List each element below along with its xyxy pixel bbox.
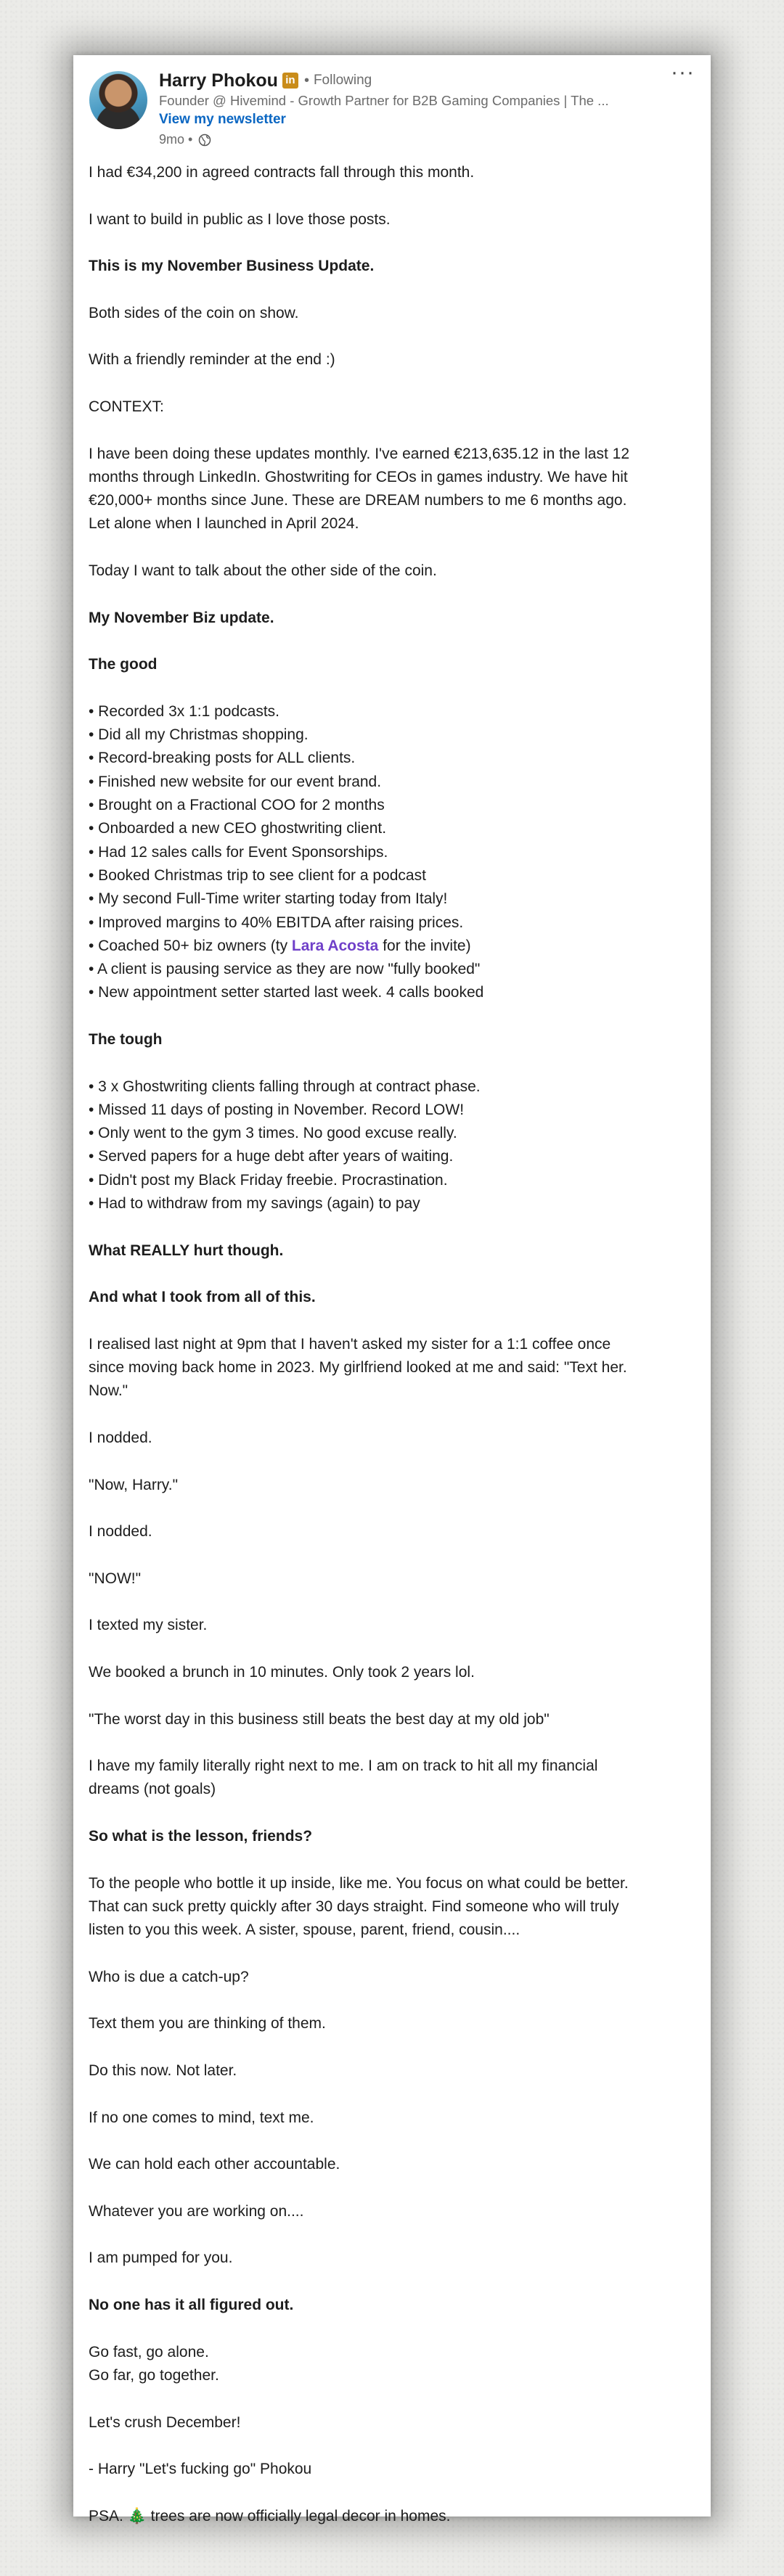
line-text: • Had to withdraw from my savings (again) to pay [89,1195,420,1213]
post-text-line [89,489,698,512]
post-text-line [89,1333,698,1356]
line-text: months through LinkedIn. Ghostwriting for CEOs in games industry. We have hit [89,468,628,485]
line-text: PSA. 🎄 trees are now officially legal decor in homes. [89,2507,451,2524]
line-text: CONTEXT: [89,398,164,415]
line-text: Both sides of the coin on show. [89,304,299,321]
post-text-line [89,2059,698,2083]
line-text: I realised last night at 9pm that I haven't asked my sister for a 1:1 coffee once [89,1335,611,1353]
post-header [73,55,711,157]
post-heading-line [89,2294,698,2317]
post-text-line [89,2153,698,2176]
author-avatar[interactable] [89,71,147,129]
post-text-line [89,1145,698,1168]
line-text: • Coached 50+ biz owners (ty [89,937,292,954]
line-text: • Brought on a Fractional COO for 2 months [89,797,385,814]
blank-line [89,1943,698,1966]
post-heading-line [89,1239,698,1263]
line-text: • Did all my Christmas shopping. [89,726,309,744]
separator-dot: • [184,132,193,147]
line-text: What REALLY hurt though. [89,1242,284,1259]
line-text: No one has it all figured out. [89,2297,294,2314]
line-text: I texted my sister. [89,1617,208,1634]
post-text-line [89,1427,698,1450]
author-headline: Founder @ Hivemind - Growth Partner for B2B Gaming Companies | The ... [159,93,609,108]
post-text-line [89,794,698,817]
post-text-line [89,2458,698,2481]
post-text-line [89,2364,698,2387]
line-text: The good [89,656,158,673]
follow-status[interactable]: Following [313,73,372,88]
line-text: • Didn't post my Black Friday freebie. Procrastination. [89,1171,448,1189]
line-text: "Now, Harry." [89,1476,179,1493]
post-text-line [89,747,698,770]
post-text-line [89,1966,698,1989]
line-text: • Recorded 3x 1:1 podcasts. [89,702,280,720]
post-text-line [89,302,698,325]
line-text: I want to build in public as I love those posts. [89,210,391,228]
post-text-line [89,2505,698,2528]
line-text: Go fast, go alone. [89,2343,209,2360]
line-text: • My second Full-Time writer starting today from Italy! [89,890,448,908]
post-text-line [89,1661,698,1684]
blank-line [89,1802,698,1825]
blank-line [89,2271,698,2294]
post-heading-line [89,653,698,676]
blank-line [89,2223,698,2247]
post-text-line [89,466,698,489]
blank-line [89,2130,698,2153]
line-text: I nodded. [89,1523,152,1541]
post-text-line [89,512,698,536]
blank-line [89,1215,698,1239]
post-text-line [89,443,698,466]
line-text: for the invite) [378,937,471,954]
post-text-line [89,2107,698,2130]
post-text-line [89,1099,698,1122]
author-name[interactable]: Harry Phokou [159,70,278,91]
author-name-line [159,70,372,91]
line-text: Go far, go together. [89,2366,219,2384]
blank-line [89,583,698,606]
blank-line [89,2435,698,2458]
post-text-line [89,1755,698,1778]
separator-dot: • [303,72,309,89]
blank-line [89,2177,698,2200]
line-text: • New appointment setter started last week. 4 calls booked [89,984,484,1001]
post-text-line [89,1379,698,1403]
line-text: dreams (not goals) [89,1781,216,1798]
line-text: Whatever you are working on.... [89,2202,304,2220]
post-text-line [89,771,698,794]
line-text: Who is due a catch-up? [89,1968,249,1985]
post-heading-line [89,1286,698,1309]
line-text: We booked a brunch in 10 minutes. Only took 2 years lol. [89,1664,475,1681]
line-text: listen to you this week. A sister, spouse, parent, friend, cousin.... [89,1921,520,1939]
post-text-line [89,1169,698,1192]
post-text-line [89,1122,698,1145]
line-text: • 3 x Ghostwriting clients falling through at contract phase. [89,1078,481,1095]
line-text: Now." [89,1382,128,1400]
line-text: - Harry "Let's fucking go" Phokou [89,2461,312,2478]
blank-line [89,184,698,208]
mention-link[interactable]: Lara Acosta [291,937,379,954]
blank-line [89,1051,698,1075]
blank-line [89,2317,698,2340]
blank-line [89,536,698,559]
line-text: The tough [89,1030,163,1048]
line-text: This is my November Business Update. [89,258,375,275]
line-text: We can hold each other accountable. [89,2156,340,2173]
post-text-line [89,1075,698,1099]
line-text: I nodded. [89,1429,152,1447]
post-text-line [89,1895,698,1919]
post-text-line [89,864,698,887]
post-heading-line [89,1825,698,1848]
post-text-line [89,395,698,419]
post-text-line [89,2341,698,2364]
line-text: • Booked Christmas trip to see client for a podcast [89,866,426,884]
blank-line [89,1450,698,1473]
post-text-line [89,161,698,184]
line-text: • Missed 11 days of posting in November. Record LOW! [89,1101,465,1118]
blank-line [89,1731,698,1755]
post-text-line [89,208,698,231]
line-text: "NOW!" [89,1570,142,1587]
post-meta [159,132,211,147]
post-card [73,55,711,2524]
line-text: • Onboarded a new CEO ghostwriting client. [89,820,387,837]
blank-line [89,2036,698,2059]
blank-line [89,419,698,442]
blank-line [89,630,698,653]
line-text: I am pumped for you. [89,2249,233,2267]
line-text: And what I took from all of this. [89,1289,316,1306]
post-text-line [89,700,698,723]
blank-line [89,1591,698,1614]
line-text: Let's crush December! [89,2413,241,2431]
blank-line [89,325,698,348]
blank-line [89,1989,698,2012]
post-text-line [89,1520,698,1543]
post-text-line [89,2247,698,2270]
line-text: I have my family literally right next to me. I am on track to hit all my financial [89,1757,598,1775]
blank-line [89,2083,698,2106]
blank-line [89,1848,698,1871]
blank-line [89,2387,698,2411]
post-text-line [89,2200,698,2223]
line-text: So what is the lesson, friends? [89,1828,313,1845]
blank-line [89,1638,698,1661]
line-text: • Record-breaking posts for ALL clients. [89,750,356,767]
blank-line [89,1497,698,1520]
line-text: If no one comes to mind, text me. [89,2109,314,2126]
line-text: To the people who bottle it up inside, like me. You focus on what could be better. [89,1874,629,1892]
post-text-line [89,1919,698,1942]
post-text-line [89,958,698,981]
post-text-line [89,348,698,372]
line-text: My November Biz update. [89,609,274,626]
post-text-line [89,935,698,958]
linkedin-premium-icon: in [282,73,298,89]
post-text-line [89,2411,698,2435]
line-text: • A client is pausing service as they are now "fully booked" [89,961,481,978]
blank-line [89,372,698,395]
post-timestamp: 9mo [159,132,185,147]
post-text-line [89,1778,698,1801]
post-text-line [89,2012,698,2035]
line-text: With a friendly reminder at the end :) [89,351,335,369]
blank-line [89,1684,698,1707]
post-text-line [89,1356,698,1379]
line-text: €20,000+ months since June. These are DREAM numbers to me 6 months ago. [89,492,627,509]
post-body [89,161,698,2528]
post-heading-line [89,255,698,278]
blank-line [89,1005,698,1028]
post-text-line [89,559,698,583]
post-text-line [89,1192,698,1215]
line-text: • Finished new website for our event brand. [89,773,382,790]
line-text: Text them you are thinking of them. [89,2015,326,2033]
view-newsletter-link[interactable]: View my newsletter [159,112,286,127]
post-text-line [89,723,698,747]
line-text: "The worst day in this business still beats the best day at my old job" [89,1710,550,1728]
post-text-line [89,1474,698,1497]
line-text: Today I want to talk about the other side of the coin. [89,562,437,580]
more-options-icon[interactable]: ··· [671,60,695,84]
post-text-line [89,817,698,840]
blank-line [89,1310,698,1333]
post-text-line [89,1872,698,1895]
post-text-line [89,887,698,911]
post-text-line [89,981,698,1004]
post-heading-line [89,1028,698,1051]
globe-icon [198,134,211,147]
line-text: That can suck pretty quickly after 30 days straight. Find someone who will truly [89,1898,619,1915]
blank-line [89,2481,698,2504]
blank-line [89,231,698,255]
blank-line [89,1403,698,1427]
blank-line [89,278,698,301]
line-text: • Improved margins to 40% EBITDA after raising prices. [89,914,464,931]
line-text: • Served papers for a huge debt after years of waiting. [89,1148,454,1165]
blank-line [89,1544,698,1567]
post-text-line [89,1708,698,1731]
post-text-line [89,841,698,864]
post-text-line [89,911,698,935]
line-text: Do this now. Not later. [89,2062,237,2080]
line-text: I have been doing these updates monthly. I've earned €213,635.12 in the last 12 [89,445,629,462]
post-heading-line [89,607,698,630]
post-text-line [89,1614,698,1637]
line-text: Let alone when I launched in April 2024. [89,515,359,533]
blank-line [89,1263,698,1286]
line-text: I had €34,200 in agreed contracts fall through this month. [89,164,475,181]
post-text-line [89,1567,698,1591]
line-text: • Only went to the gym 3 times. No good excuse really. [89,1125,457,1142]
line-text: • Had 12 sales calls for Event Sponsorships. [89,843,388,861]
line-text: since moving back home in 2023. My girlfriend looked at me and said: "Text her. [89,1359,627,1377]
blank-line [89,677,698,700]
